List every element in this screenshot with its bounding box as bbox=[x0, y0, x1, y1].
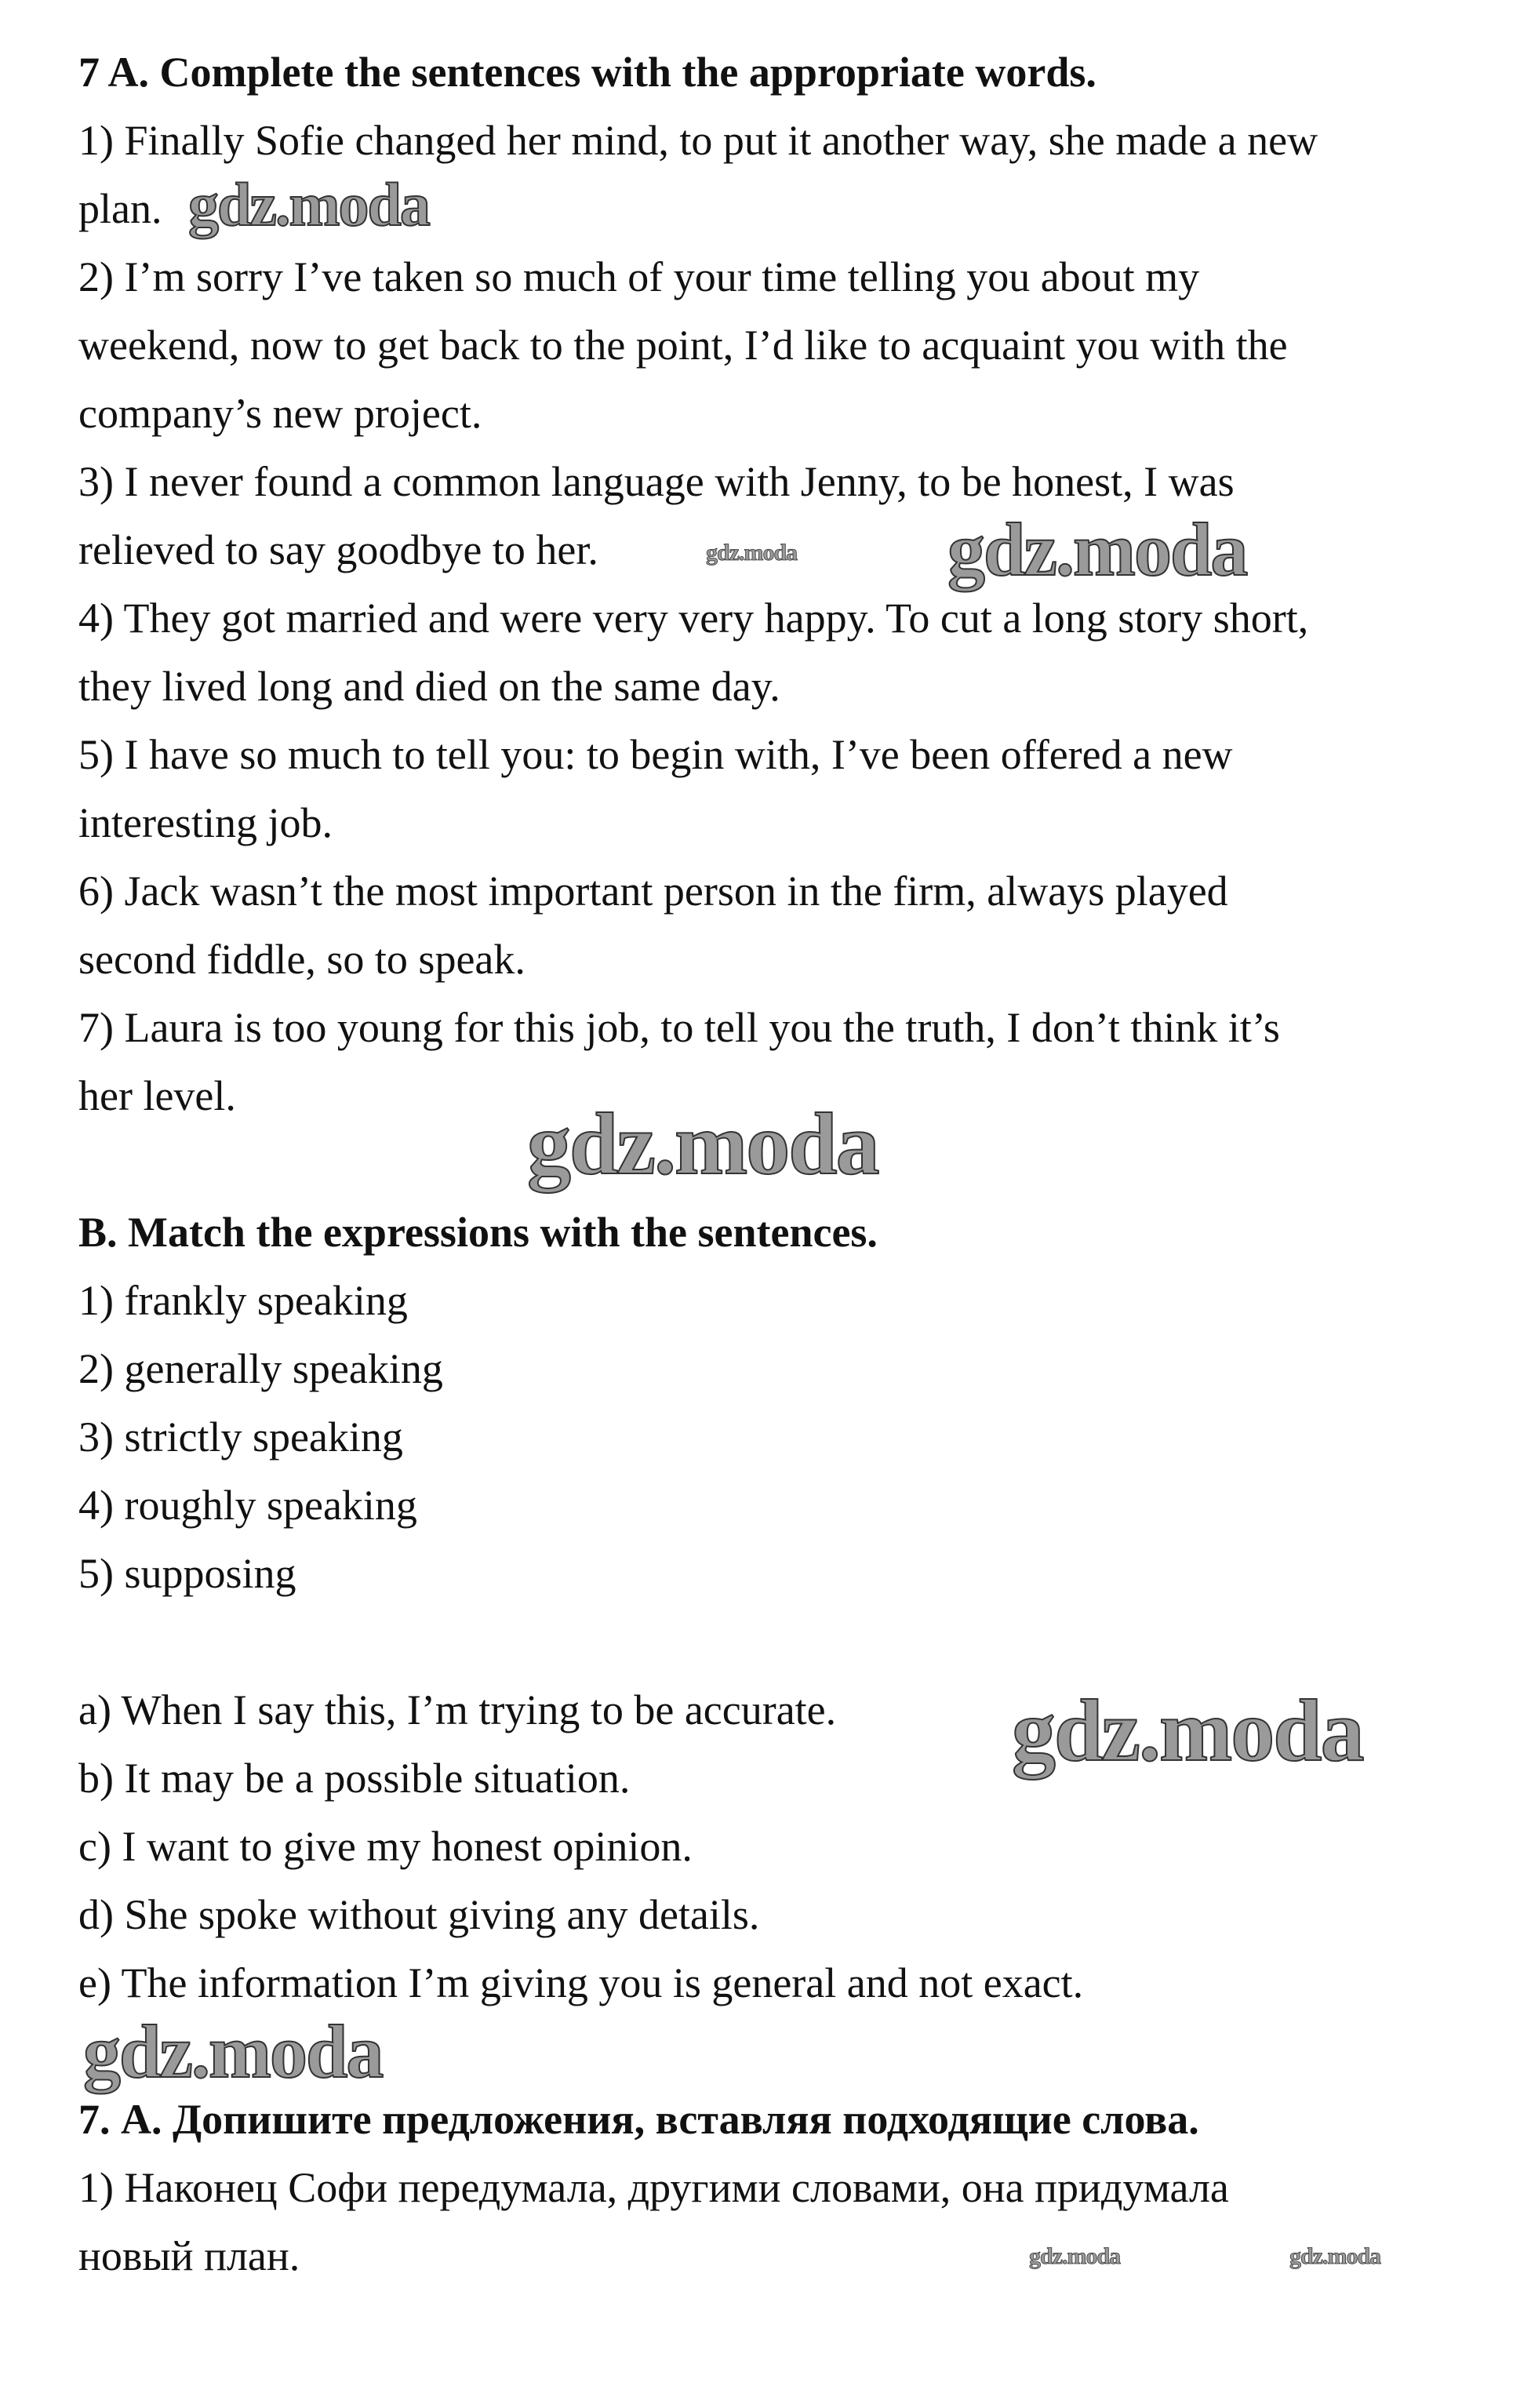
text-line: interesting job. bbox=[78, 798, 333, 846]
text-line: weekend, now to get back to the point, I’d like to acquaint you with the bbox=[78, 321, 1288, 369]
text-line: 3) strictly speaking bbox=[78, 1413, 403, 1460]
text-line: e) The information I’m giving you is general and not exact. bbox=[78, 1959, 1084, 2006]
text-line: 3) I never found a common language with Jenny, to be honest, I was bbox=[78, 457, 1235, 505]
watermark: gdz.moda bbox=[83, 2010, 383, 2093]
text-line: 1) Finally Sofie changed her mind, to put it another way, she made a new bbox=[78, 116, 1318, 164]
text-row bbox=[78, 1267, 1490, 1335]
text-row bbox=[78, 653, 1490, 721]
text-row bbox=[78, 721, 1490, 789]
text-row bbox=[78, 311, 1490, 380]
text-row bbox=[78, 1540, 1490, 1608]
text-line: relieved to say goodbye to her. bbox=[78, 526, 598, 573]
watermark: gdz.moda bbox=[1012, 1682, 1363, 1780]
text-line: 7) Laura is too young for this job, to tell you the truth, I don’t think it’s bbox=[78, 1003, 1280, 1051]
text-row bbox=[78, 380, 1490, 448]
text-line: company’s new project. bbox=[78, 389, 482, 437]
text-row bbox=[78, 2154, 1490, 2222]
section-heading: 7 A. Complete the sentences with the appropriate words. bbox=[78, 48, 1096, 96]
text-line: 2) generally speaking bbox=[78, 1344, 443, 1392]
text-row bbox=[78, 584, 1490, 653]
text-line: 1) Наконец Софи передумала, другими словами, она придумала bbox=[78, 2163, 1229, 2211]
section-heading: B. Match the expressions with the sentences. bbox=[78, 1208, 878, 1256]
text-line: 4) They got married and were very very happy. To cut a long story short, bbox=[78, 594, 1309, 642]
section-heading: 7. А. Допишите предложения, вставляя подходящие слова. bbox=[78, 2095, 1199, 2143]
text-line: новый план. bbox=[78, 2232, 300, 2279]
text-row bbox=[78, 926, 1490, 994]
text-line: her level. bbox=[78, 1071, 236, 1119]
text-row bbox=[78, 789, 1490, 857]
text-line: 1) frankly speaking bbox=[78, 1276, 408, 1324]
watermark: gdz.moda bbox=[947, 507, 1247, 591]
text-line: plan. bbox=[78, 184, 162, 232]
watermark: gdz.moda bbox=[188, 170, 429, 238]
text-row bbox=[78, 107, 1490, 175]
text-line: 4) roughly speaking bbox=[78, 1481, 417, 1529]
text-row bbox=[78, 1403, 1490, 1471]
watermark: gdz.moda bbox=[706, 540, 798, 566]
text-row bbox=[78, 38, 1490, 107]
text-row bbox=[78, 1813, 1490, 1881]
text-row bbox=[78, 1471, 1490, 1540]
text-line: 5) supposing bbox=[78, 1549, 296, 1597]
text-line: 6) Jack wasn’t the most important person in the firm, always played bbox=[78, 867, 1228, 915]
watermark: gdz.moda bbox=[1029, 2243, 1121, 2269]
text-row bbox=[78, 448, 1490, 516]
text-line: 5) I have so much to tell you: to begin with, I’ve been offered a new bbox=[78, 730, 1233, 778]
text-row bbox=[78, 243, 1490, 311]
text-row bbox=[78, 994, 1490, 1062]
watermark: gdz.moda bbox=[1289, 2243, 1381, 2269]
text-line: c) I want to give my honest opinion. bbox=[78, 1822, 693, 1870]
text-row bbox=[78, 1949, 1490, 2017]
blank-line bbox=[78, 1608, 1490, 1676]
text-row bbox=[78, 2086, 1490, 2154]
text-line: they lived long and died on the same day. bbox=[78, 662, 780, 710]
text-line: d) She spoke without giving any details. bbox=[78, 1890, 760, 1938]
text-line: b) It may be a possible situation. bbox=[78, 1754, 631, 1802]
text-row bbox=[78, 857, 1490, 926]
text-row bbox=[78, 1335, 1490, 1403]
text-row bbox=[78, 2222, 1490, 2290]
text-row bbox=[78, 1199, 1490, 1267]
text-line: a) When I say this, I’m trying to be accurate. bbox=[78, 1686, 837, 1733]
text-row bbox=[78, 1881, 1490, 1949]
text-line: second fiddle, so to speak. bbox=[78, 935, 525, 983]
watermark: gdz.moda bbox=[527, 1096, 878, 1193]
text-line: 2) I’m sorry I’ve taken so much of your time telling you about my bbox=[78, 253, 1200, 300]
